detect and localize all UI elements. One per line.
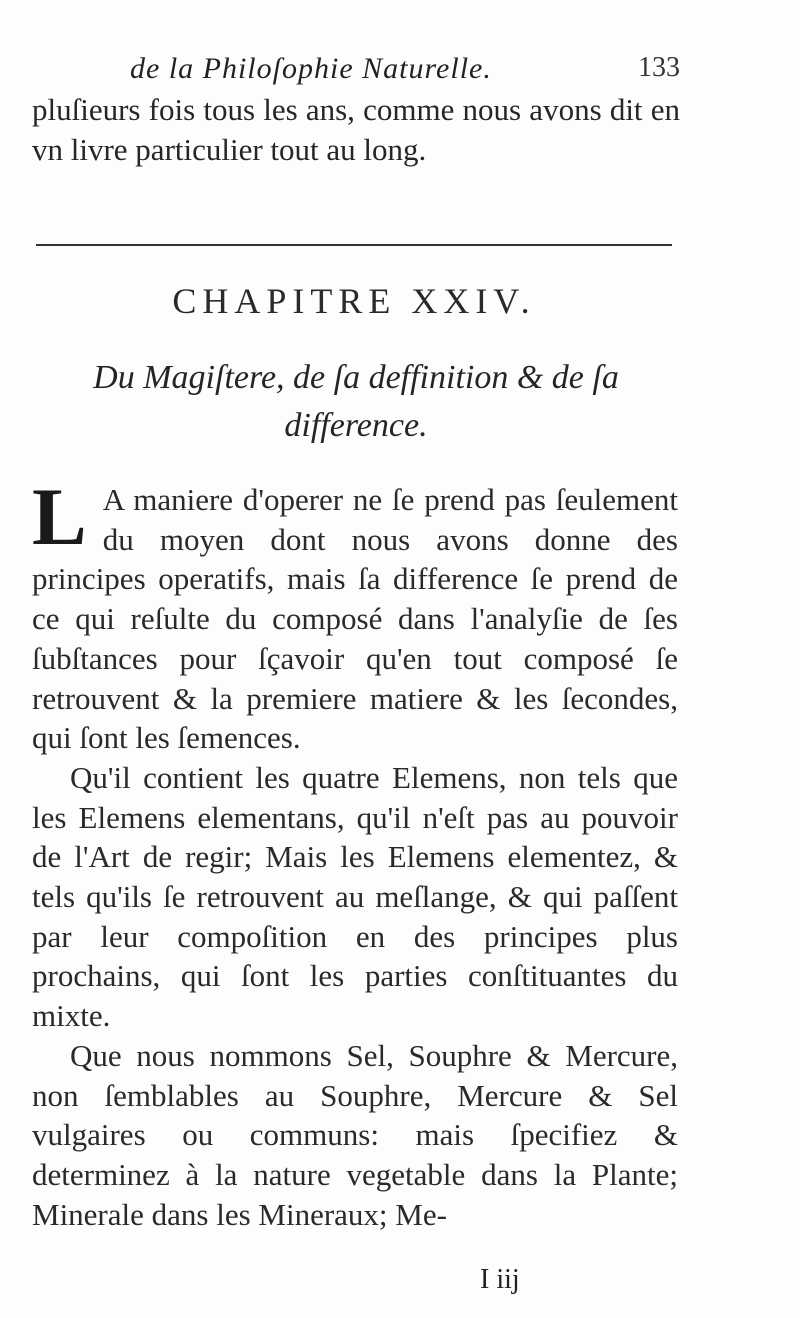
body-paragraph-2: Qu'il contient les quatre Elemens, non tels que les Elemens elementans, qu'il n'eſt pas au pouvoir de l'Art de regir; Mais les Elemens elementez, & tels qu'ils ſe retrouvent au meſlange, & qui paſſent par leur compoſition en des principes plus prochains, qui ſont les parties conſtituantes du mixte. [32,759,678,1034]
section-divider [36,244,672,246]
running-head [120,52,680,92]
page-number: 133 [638,52,680,83]
body-paragraph-1-text: A maniere d'operer ne ſe prend pas ſeulement du moyen dont nous avons donne des principes operatifs, mais ſa difference ſe prend de ce qui reſulte du composé dans l'analyſie de ſes ſubſtances pour ſçavoir qu'en tout composé ſe retrouvent & la premiere matiere & les ſecondes, qui ſont les ſemences. [32,482,678,756]
drop-cap: L [32,471,87,562]
chapter-subtitle: Du Magiſtere, de ſa deffinition & de ſa difference. [93,359,619,444]
body-paragraph-1 [32,471,678,758]
chapter-title: CHAPITRE XXIV. [172,281,536,321]
continuation-paragraph: pluſieurs fois tous les ans, comme nous avons dit en vn livre particulier tout au long. [32,92,680,167]
body-paragraph-3: Que nous nommons Sel, Souphre & Mercure, non ſemblables au Souphre, Mercure & Sel vulgaires ou communs: mais ſpecifiez & determinez à la nature vegetable dans la Plante; Minerale dans les Mineraux; Me- [32,1037,678,1232]
chapter-body [32,471,678,1234]
signature-mark: I iij [480,1264,520,1295]
running-title: de la Philoſophie Naturelle. [130,52,492,85]
